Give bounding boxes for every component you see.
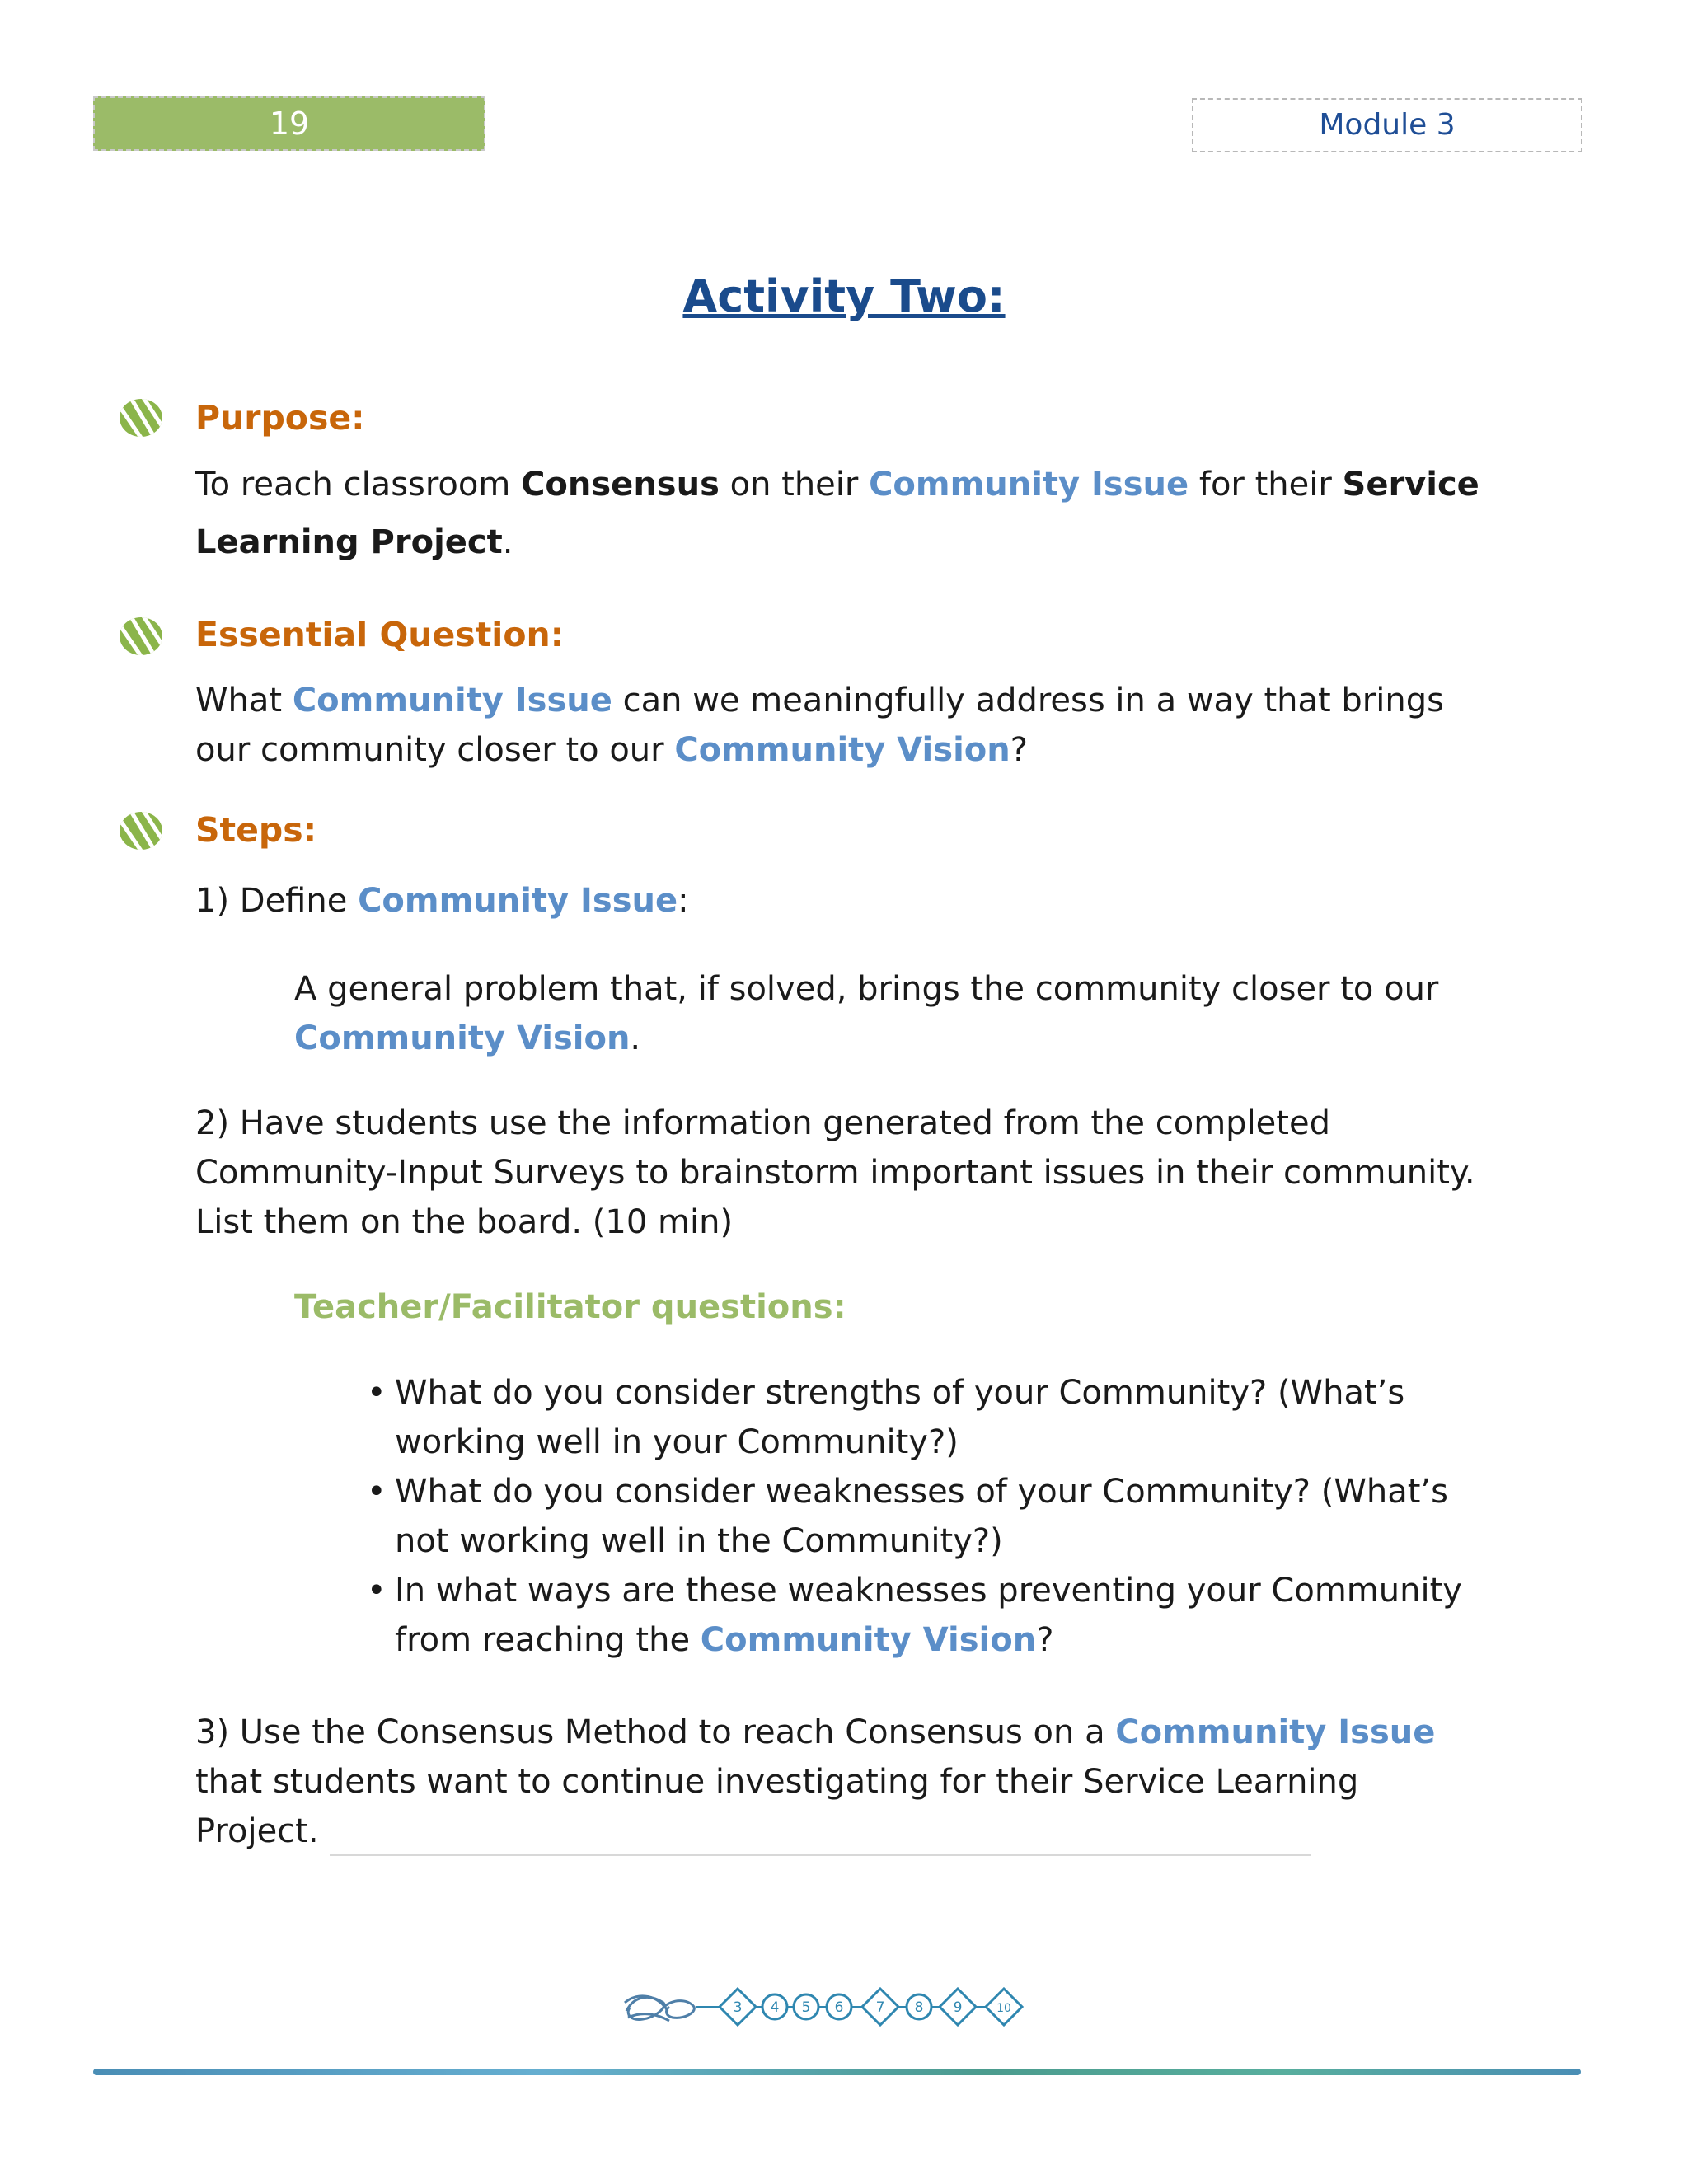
module-badge-label: 9 <box>953 1999 963 2016</box>
steps-heading: Steps: <box>195 810 317 850</box>
highlight-community-issue: Community Issue <box>292 682 612 719</box>
highlight-community-issue: Community Issue <box>1115 1713 1436 1751</box>
module-badge-label: 3 <box>733 1999 743 2016</box>
essential-question-text <box>195 676 1481 775</box>
step-3 <box>195 1708 1481 1856</box>
bold-term-service-learning-project: Service Learning Project <box>195 466 1479 561</box>
module-label: Module 3 <box>1319 108 1456 142</box>
question-text: What do you consider weaknesses of your Community? (What’s not working well in the Community?) <box>395 1473 1448 1560</box>
question-text: What do you consider strengths of your Community? (What’s working well in your Community?) <box>395 1374 1405 1461</box>
text-run: ? <box>1010 731 1028 769</box>
highlight-community-vision: Community Vision <box>700 1621 1037 1659</box>
highlight-community-issue: Community Issue <box>358 882 678 920</box>
module-badge-4 <box>762 1994 787 2019</box>
module-badge-10 <box>986 1989 1022 2025</box>
list-item <box>367 1368 1504 1467</box>
step-1 <box>195 872 1481 930</box>
module-label-box <box>1192 98 1582 152</box>
module-badge-label: 10 <box>996 2002 1011 2015</box>
module-badge-5 <box>794 1994 818 2019</box>
completed-modules-scribble-icon <box>625 1996 694 2021</box>
text-run: . <box>502 523 513 561</box>
text-run: To reach classroom <box>195 466 522 504</box>
text-run: 1) Define <box>195 882 359 920</box>
highlight-community-issue: Community Issue <box>869 466 1189 504</box>
highlight-community-vision: Community Vision <box>674 731 1010 769</box>
list-item <box>367 1467 1504 1566</box>
module-badge-label: 8 <box>914 1999 924 2016</box>
green-stripe-ball-icon <box>118 810 164 851</box>
facilitator-questions-heading: Teacher/Facilitator questions: <box>294 1288 846 1326</box>
text-run: A general problem that, if solved, brings the community closer to our <box>294 970 1439 1008</box>
essential-question-heading: Essential Question: <box>195 615 565 654</box>
text-run: can we meaningfully address in a way that brings our community closer to our <box>195 682 1444 769</box>
text-run: on their <box>719 466 870 504</box>
module-badge-9 <box>940 1989 976 2025</box>
community-issue-definition <box>294 964 1465 1063</box>
text-run: for their <box>1189 466 1343 504</box>
green-stripe-ball-icon <box>118 616 164 657</box>
content-divider <box>330 1854 1311 1856</box>
list-item <box>367 1566 1504 1665</box>
module-badge-label: 5 <box>801 1999 811 2016</box>
module-badge-6 <box>827 1994 851 2019</box>
bold-term-consensus: Consensus <box>521 466 720 504</box>
question-text: In what ways are these weaknesses preventing your Community from reaching the <box>395 1572 1462 1659</box>
text-run: : <box>678 882 689 920</box>
page-number-box <box>93 96 485 151</box>
text-run: 3) Use the Consensus Method to reach Consensus on a <box>195 1713 1116 1751</box>
footer-decorative-line <box>93 2069 1581 2075</box>
module-badge-label: 7 <box>875 1999 885 2016</box>
text-run: . <box>630 1019 641 1057</box>
question-text: ? <box>1036 1621 1054 1659</box>
purpose-heading: Purpose: <box>195 398 365 438</box>
text-run: What <box>195 682 293 719</box>
step-2: 2) Have students use the information generated from the completed Community-Input Surveys to brainstorm important issues in their community. List them on the board. (10 min) <box>195 1104 1475 1241</box>
module-badge-label: 4 <box>770 1999 780 2016</box>
module-badge-7 <box>862 1989 898 2025</box>
page-title: Activity Two: <box>682 270 1006 322</box>
module-badge-8 <box>907 1994 931 2019</box>
page-number: 19 <box>269 105 310 142</box>
module-navigation <box>618 1978 1030 2036</box>
module-badge-label: 6 <box>834 1999 844 2016</box>
purpose-text <box>195 456 1481 571</box>
green-stripe-ball-icon <box>118 397 164 438</box>
highlight-community-vision: Community Vision <box>294 1019 631 1057</box>
module-badge-3 <box>720 1989 756 2025</box>
text-run: that students want to continue investigating for their Service Learning Project. <box>195 1763 1359 1850</box>
facilitator-questions-list <box>367 1368 1504 1665</box>
